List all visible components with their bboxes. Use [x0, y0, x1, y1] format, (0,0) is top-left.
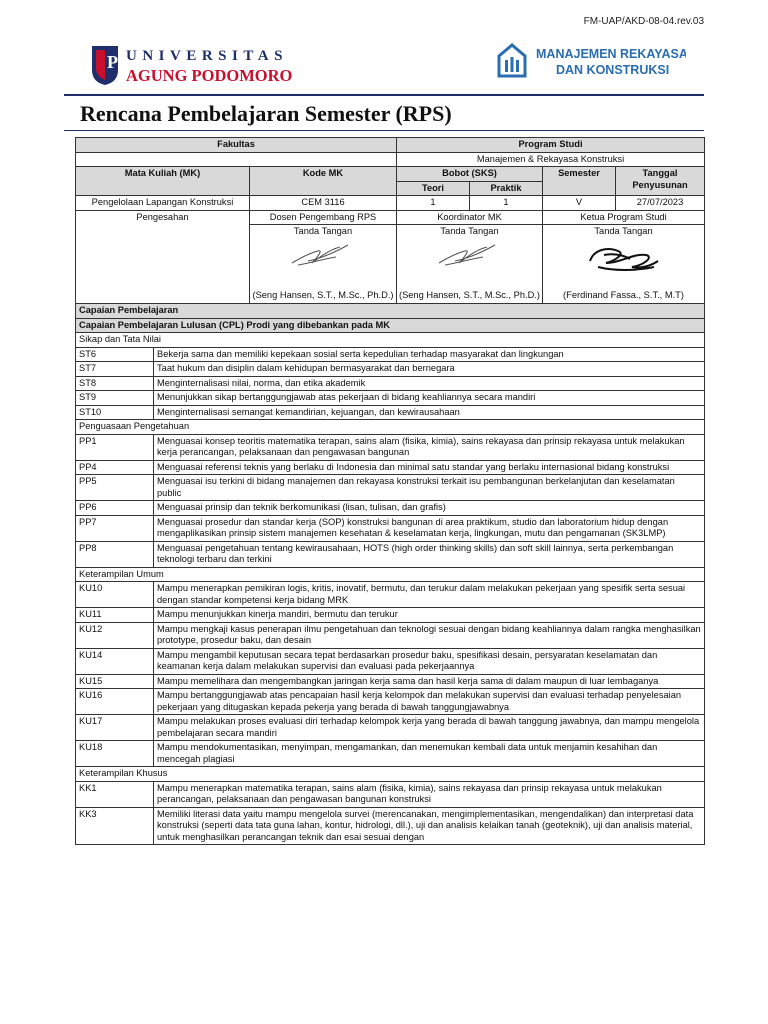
kaprodi-signature-cell — [543, 225, 705, 304]
table-row — [76, 674, 705, 689]
table-row — [76, 781, 705, 807]
cpl-row-cell — [76, 460, 705, 475]
cpl-code: PP4 — [76, 461, 154, 475]
cpl-row-cell — [76, 674, 705, 689]
cpl-code: ST7 — [76, 362, 154, 376]
university-logo — [90, 44, 305, 86]
praktik-value: 1 — [470, 196, 543, 211]
cpl-code: ST6 — [76, 348, 154, 362]
mk-value-row — [76, 196, 705, 211]
cpl-description: Mampu menerapkan pemikiran logis, kritis, inovatif, bermutu, dan terukur dalam melakukan pekerjaan yang spesifik serta sesuai dengan standar kompetensi kerja bidang MRK — [157, 583, 686, 605]
cpl-description: Mampu mengkaji kasus penerapan ilmu pengetahuan dan teknologi sesuai dengan bidang keahliannya dalam rangka menghasilkan prototype, prosedur baku, dan desain — [157, 623, 701, 645]
cpl-description: Mampu mendokumentasikan, menyimpan, mengamankan, dan menemukan kembali data untuk menjamin kesahihan dan mencegah plagiasi — [157, 742, 658, 764]
cpl-code: KU12 — [76, 623, 154, 648]
cpl-row-cell — [76, 622, 705, 648]
cpl-description: Mampu menunjukkan kinerja mandiri, bermutu dan terukur — [157, 609, 398, 619]
cpl-row-content — [76, 582, 704, 607]
cpl-row-content — [76, 808, 704, 845]
cpl-description: Menguasai prinsip dan teknik berkomunikasi (lisan, tulisan, dan grafis) — [157, 502, 446, 512]
cpl-row-cell — [76, 347, 705, 362]
cpl-row-cell — [76, 648, 705, 674]
kaprodi-name: (Ferdinand Fassa., S.T., M.T) — [563, 289, 684, 300]
dosen-label: Dosen Pengembang RPS — [250, 210, 397, 225]
cpl-code: PP6 — [76, 501, 154, 515]
svg-text:AGUNG PODOMORO: AGUNG PODOMORO — [126, 66, 293, 85]
table-row — [76, 622, 705, 648]
prodi-value-row — [76, 152, 705, 167]
tanggal-value: 27/07/2023 — [616, 196, 705, 211]
cpl-row-content — [76, 782, 704, 807]
cpl-row-content — [76, 675, 704, 689]
table-row — [76, 807, 705, 845]
cpl-row-content — [76, 741, 704, 766]
semester-value: V — [543, 196, 616, 211]
dosen-signature-image — [288, 241, 358, 267]
document-code: FM-UAP/AKD-08-04.rev.03 — [583, 16, 704, 27]
cpl-description: Taat hukum dan disiplin dalam kehidupan bermasyarakat dan bernegara — [157, 363, 455, 373]
header-divider — [64, 94, 704, 96]
cpl-code: KU16 — [76, 689, 154, 714]
cpl-description: Mampu melakukan proses evaluasi diri terhadap kelompok kerja yang berada di bawah tanggung jawabnya, dan mampu mengelola pembelajaran secara mandiri — [157, 716, 700, 738]
pengesahan-label: Pengesahan — [76, 210, 250, 304]
teori-label: Teori — [397, 181, 470, 196]
cpl-row-cell — [76, 608, 705, 623]
group-header-row — [76, 420, 705, 435]
svg-text:DAN KONSTRUKSI: DAN KONSTRUKSI — [556, 63, 670, 77]
cpl-description: Menunjukkan sikap bertanggungjawab atas pekerjaan di bidang keahliannya secara mandiri — [157, 392, 536, 402]
group-header-row — [76, 767, 705, 782]
ttd-label: Tanda Tangan — [594, 226, 653, 236]
mk-label: Mata Kuliah (MK) — [76, 167, 250, 196]
cpl-row-cell — [76, 741, 705, 767]
table-row — [76, 405, 705, 420]
cpl-row-content — [76, 501, 704, 515]
svg-text:MANAJEMEN REKAYASA: MANAJEMEN REKAYASA — [536, 47, 686, 61]
table-row — [76, 362, 705, 377]
capaian-header-row — [76, 304, 705, 319]
table-row — [76, 715, 705, 741]
cpl-description: Mampu memelihara dan mengembangkan jaringan kerja sama dan hasil kerja sama di dalam maupun di luar lembaganya — [157, 675, 659, 686]
svg-text:UNIVERSITAS: UNIVERSITAS — [126, 48, 288, 64]
table-row — [76, 541, 705, 567]
cpl-code: PP1 — [76, 435, 154, 460]
cpl-row-content — [76, 475, 704, 500]
kode-label: Kode MK — [250, 167, 397, 196]
table-row — [76, 648, 705, 674]
cpl-header-row — [76, 318, 705, 333]
group-header-row — [76, 333, 705, 348]
table-row — [76, 741, 705, 767]
svg-text:P: P — [107, 52, 118, 72]
cpl-row-content — [76, 542, 704, 567]
group-title: Keterampilan Khusus — [76, 767, 705, 782]
cpl-row-cell — [76, 434, 705, 460]
cpl-row-cell — [76, 689, 705, 715]
cpl-code: ST9 — [76, 391, 154, 405]
cpl-row-cell — [76, 515, 705, 541]
tanggal-label: Tanggal Penyusunan — [616, 167, 705, 196]
cpl-row-cell — [76, 541, 705, 567]
prodi-label: Program Studi — [397, 138, 705, 153]
cpl-description: Menginternalisasi semangat kemandirian, kejuangan, dan kewirausahaan — [157, 406, 460, 417]
dosen-signature-cell — [250, 225, 397, 304]
cpl-row-content — [76, 435, 704, 460]
mk-value: Pengelolaan Lapangan Konstruksi — [76, 196, 250, 211]
dosen-name: (Seng Hansen, S.T., M.Sc., Ph.D.) — [252, 289, 394, 300]
cpl-row-content — [76, 362, 704, 376]
koordinator-signature-image — [435, 241, 505, 267]
table-row — [76, 501, 705, 516]
table-row — [76, 460, 705, 475]
cpl-row-cell — [76, 405, 705, 420]
cpl-description: Menguasai referensi teknis yang berlaku di Indonesia dan minimal satu standar yang berlaku internasional bidang konstruksi — [157, 461, 670, 472]
university-shield-icon — [90, 44, 305, 86]
cpl-code: KU18 — [76, 741, 154, 766]
pengesahan-label-row — [76, 210, 705, 225]
table-row — [76, 608, 705, 623]
cpl-code: ST8 — [76, 377, 154, 391]
cpl-row-content — [76, 377, 704, 391]
mk-header-row — [76, 167, 705, 182]
cpl-code: PP7 — [76, 516, 154, 541]
cpl-row-content — [76, 391, 704, 405]
table-row — [76, 582, 705, 608]
cpl-row-content — [76, 406, 704, 420]
cpl-row-content — [76, 516, 704, 541]
cpl-row-cell — [76, 376, 705, 391]
kode-value: CEM 3116 — [250, 196, 397, 211]
rps-table — [75, 137, 705, 845]
cpl-description: Menginternalisasi nilai, norma, dan etika akademik — [157, 377, 366, 388]
group-header-row — [76, 567, 705, 582]
cpl-row-content — [76, 608, 704, 622]
cpl-row-content — [76, 461, 704, 475]
cpl-row-cell — [76, 781, 705, 807]
cpl-row-content — [76, 649, 704, 674]
cpl-description: Bekerja sama dan memiliki kepekaan sosial serta kepedulian terhadap masyarakat dan lingkungan — [157, 348, 564, 359]
cpl-description: Menguasai pengetahuan tentang kewirausahaan, HOTS (high order thinking skills) dan soft skill lainnya, serta perkembangan teknologi terbaru dan terkini — [157, 542, 674, 564]
kaprodi-signature-image — [584, 241, 664, 275]
ttd-label: Tanda Tangan — [440, 226, 499, 236]
cpl-row-cell — [76, 807, 705, 845]
cpl-description: Mampu mengambil keputusan secara tepat berdasarkan prosedur baku, spesifikasi desain, persyaratan keselamatan dan keamanan kerja dalam melakukan supervisi dan evaluasi pada pekerjaannya — [157, 649, 658, 671]
table-row — [76, 376, 705, 391]
cpl-code: KU11 — [76, 608, 154, 622]
fakultas-value — [76, 152, 397, 167]
capaian-title: Capaian Pembelajaran — [76, 304, 705, 319]
cpl-row-cell — [76, 391, 705, 406]
koordinator-signature-cell — [397, 225, 543, 304]
cpl-row-content — [76, 623, 704, 648]
table-row — [76, 434, 705, 460]
cpl-code: ST10 — [76, 406, 154, 420]
fakultas-header-row — [76, 138, 705, 153]
cpl-description: Menguasai konsep teoritis matematika terapan, sains alam (fisika, kimia), sains rekayasa dan prinsip rekayasa untuk melakukan kerja perancangan, pelaksanaan dan pengawasan bangunan — [157, 435, 685, 457]
cpl-row-cell — [76, 582, 705, 608]
cpl-description: Memiliki literasi data yaitu mampu mengelola survei (merencanakan, mengimplementasikan, mengendalikan) dan interpretasi data konstruksi (seperti data tata guna lahan, kontur, hidrologi, dll.), uji dan analisis kelaikan tanah (geoteknik), uji dan analisis material, untuk menghasilkan perancangan teknik dan esai sesuai dengan — [157, 808, 694, 842]
cpl-row-content — [76, 715, 704, 740]
cpl-code: PP5 — [76, 475, 154, 500]
table-row — [76, 515, 705, 541]
table-row — [76, 347, 705, 362]
cpl-row-cell — [76, 475, 705, 501]
kaprodi-label: Ketua Program Studi — [543, 210, 705, 225]
praktik-label: Praktik — [470, 181, 543, 196]
cpl-code: KK3 — [76, 808, 154, 845]
cpl-list — [76, 333, 705, 845]
cpl-row-content — [76, 348, 704, 362]
cpl-description: Menguasai prosedur dan standar kerja (SOP) konstruksi bangunan di area praktikum, studio dan laboratorium hidup dengan mengaplikasikan prinsip sistem manajemen kesehatan & keselamatan kerja, lingkungan, mutu dan pengamanan (SK3LMP) — [157, 516, 669, 538]
cpl-code: KU17 — [76, 715, 154, 740]
table-row — [76, 475, 705, 501]
program-logo — [496, 40, 686, 84]
bobot-label: Bobot (SKS) — [397, 167, 543, 182]
semester-label: Semester — [543, 167, 616, 196]
cpl-title: Capaian Pembelajaran Lulusan (CPL) Prodi yang dibebankan pada MK — [76, 318, 705, 333]
cpl-description: Mampu bertanggungjawab atas pencapaian hasil kerja kelompok dan melakukan supervisi dan evaluasi terhadap penyelesaian pekerjaan yang ditugaskan kepada pekerja yang berada di bawah tanggungjawabnya — [157, 690, 682, 712]
cpl-description: Menguasai isu terkini di bidang manajemen dan rekayasa konstruksi terkait isu pembangunan berkelanjutan dan keselamatan public — [157, 476, 675, 498]
cpl-code: KU14 — [76, 649, 154, 674]
cpl-row-cell — [76, 362, 705, 377]
koordinator-label: Koordinator MK — [397, 210, 543, 225]
cpl-row-content — [76, 689, 704, 714]
cpl-code: KU15 — [76, 675, 154, 689]
group-title: Sikap dan Tata Nilai — [76, 333, 705, 348]
cpl-code: KU10 — [76, 582, 154, 607]
teori-value: 1 — [397, 196, 470, 211]
building-house-icon — [496, 40, 686, 84]
ttd-label: Tanda Tangan — [293, 226, 353, 236]
koordinator-name: (Seng Hansen, S.T., M.Sc., Ph.D.) — [398, 289, 541, 300]
cpl-code: KK1 — [76, 782, 154, 807]
fakultas-label: Fakultas — [76, 138, 397, 153]
prodi-value: Manajemen & Rekayasa Konstruksi — [397, 152, 705, 167]
page-title: Rencana Pembelajaran Semester (RPS) — [80, 101, 452, 126]
title-divider — [64, 130, 704, 131]
group-title: Penguasaan Pengetahuan — [76, 420, 705, 435]
cpl-code: PP8 — [76, 542, 154, 567]
table-row — [76, 391, 705, 406]
cpl-row-cell — [76, 501, 705, 516]
cpl-row-cell — [76, 715, 705, 741]
table-row — [76, 689, 705, 715]
group-title: Keterampilan Umum — [76, 567, 705, 582]
cpl-description: Mampu menerapkan matematika terapan, sains alam (fisika, kimia), sains rekayasa dan prinsip rekayasa untuk melakukan perancangan, pelaksanaan dan pengawasan bangunan konstruksi — [157, 782, 662, 804]
